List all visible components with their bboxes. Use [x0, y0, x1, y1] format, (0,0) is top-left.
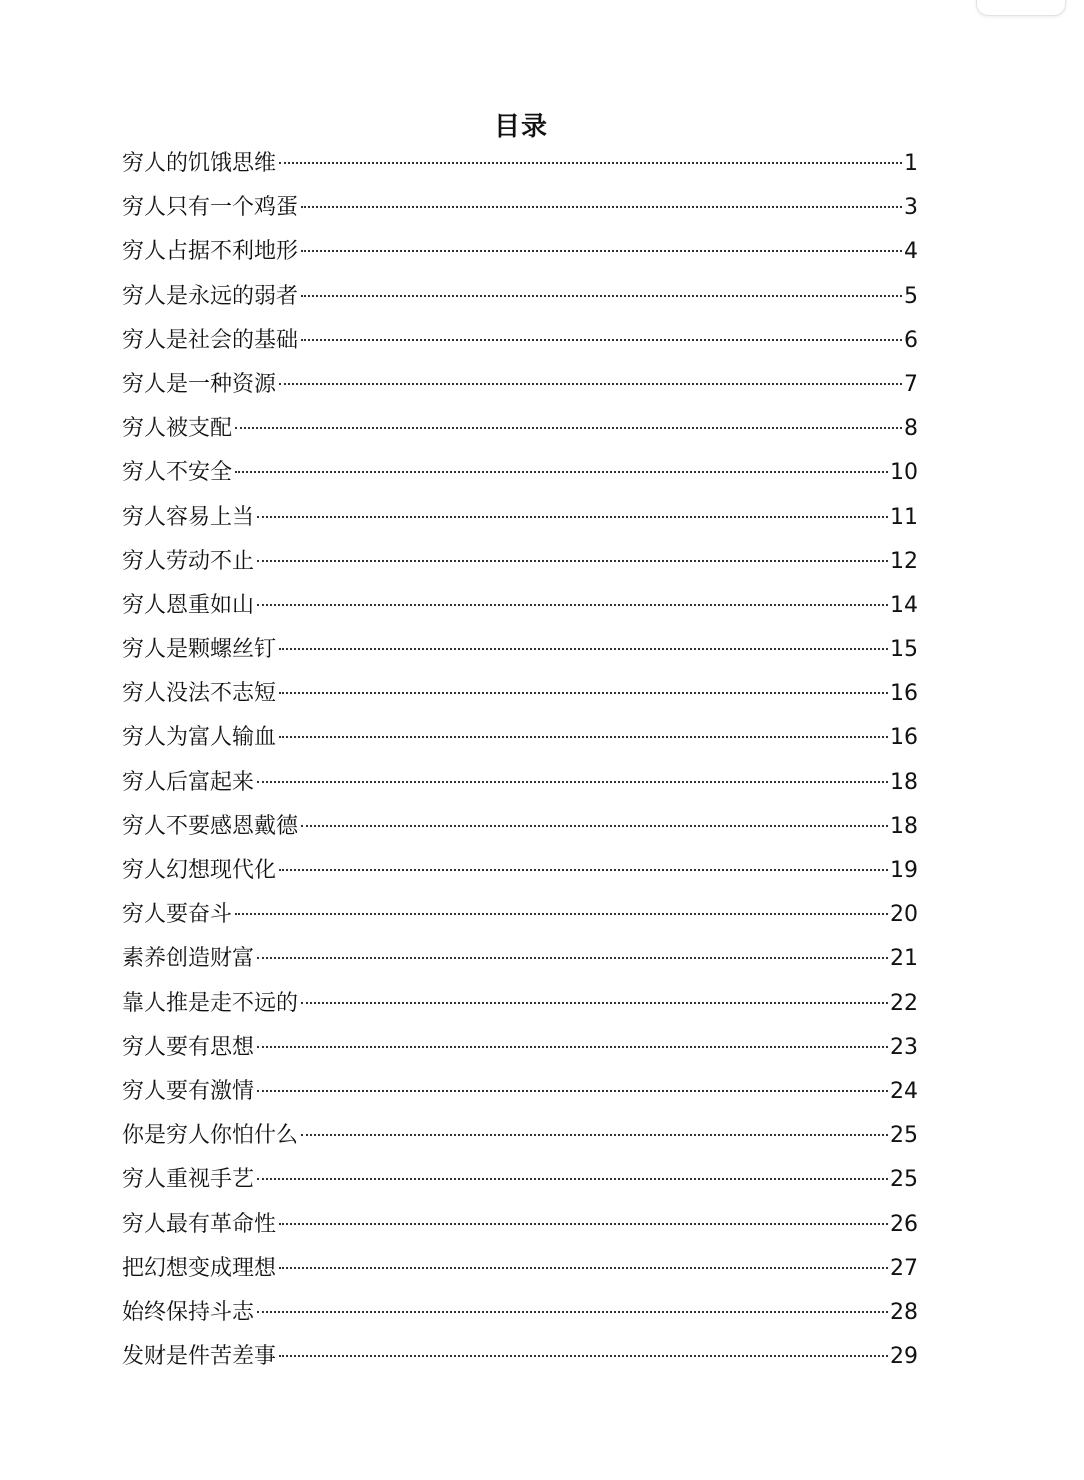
toc-entry-page: 6 — [904, 327, 918, 353]
toc-entry[interactable] — [122, 849, 918, 893]
toc-entry-page: 20 — [890, 902, 918, 928]
toc-entry-page: 1 — [904, 151, 918, 176]
toc-leader — [301, 1134, 888, 1136]
toc-leader — [257, 1178, 888, 1180]
toc-leader — [301, 250, 902, 252]
toc-entry-title: 始终保持斗志 — [122, 1299, 255, 1325]
toc-entry[interactable] — [122, 1070, 918, 1114]
toc-entry[interactable] — [122, 363, 918, 407]
toc-leader — [279, 1223, 888, 1225]
toc-entry-page: 18 — [890, 813, 918, 839]
toc-entry-title: 穷人幻想现代化 — [122, 858, 277, 883]
toc-entry[interactable] — [122, 1291, 918, 1335]
toc-entry[interactable] — [122, 761, 918, 805]
toc-leader — [279, 692, 888, 694]
toc-leader — [257, 604, 888, 606]
toc-leader — [301, 206, 902, 208]
toc-entry-page: 26 — [890, 1211, 918, 1237]
toc-leader — [301, 825, 888, 827]
toc-entry-title: 穷人没法不志短 — [122, 681, 277, 707]
toc-entry-page: 28 — [890, 1299, 918, 1325]
toc-entry-page: 5 — [904, 283, 918, 309]
toc-entry[interactable] — [122, 496, 918, 540]
toc-entry-title: 穷人要有思想 — [122, 1034, 255, 1060]
toc-leader — [279, 162, 902, 164]
toc-entry-page: 10 — [890, 460, 918, 486]
toc-entry-title: 穷人容易上当 — [122, 504, 255, 530]
toc-entry[interactable] — [122, 893, 918, 937]
toc-leader — [301, 1002, 888, 1004]
toc-entry[interactable] — [122, 1026, 918, 1070]
toc-entry-page: 18 — [890, 769, 918, 795]
toc-entry[interactable] — [122, 319, 918, 363]
toc-entry-page: 25 — [890, 1167, 918, 1193]
toc-entry-title: 穷人不安全 — [122, 460, 233, 486]
toc-entry-page: 4 — [904, 239, 918, 265]
toc-entry-title: 穷人占据不利地形 — [122, 239, 299, 265]
toc-entry-title: 穷人要有激情 — [122, 1078, 255, 1104]
toc-entry-page: 16 — [890, 725, 918, 751]
toc-entry-page: 15 — [890, 637, 918, 663]
toc-entry[interactable] — [122, 186, 918, 230]
toc-entry-title: 穷人为富人输血 — [122, 725, 277, 751]
toc-entry[interactable] — [122, 584, 918, 628]
toc-entry-title: 穷人重视手艺 — [122, 1167, 255, 1193]
toc-entry-page: 3 — [904, 195, 918, 221]
corner-tab[interactable] — [976, 0, 1066, 16]
toc-entry[interactable] — [122, 451, 918, 495]
toc-leader — [279, 648, 888, 650]
toc-leader — [257, 560, 888, 562]
toc-entry-page: 27 — [890, 1255, 918, 1281]
toc-leader — [235, 913, 888, 915]
toc-entry[interactable] — [122, 1203, 918, 1247]
toc-entry-page: 22 — [890, 990, 918, 1016]
toc-leader — [279, 1267, 888, 1269]
toc-entry-title: 穷人最有革命性 — [122, 1211, 277, 1237]
toc-leader — [279, 1355, 888, 1357]
toc-entry-page: 11 — [890, 504, 918, 530]
toc-entry-page: 24 — [890, 1078, 918, 1104]
toc-entry-title: 穷人要奋斗 — [122, 902, 233, 928]
toc-leader — [257, 1046, 888, 1048]
toc-leader — [279, 736, 888, 738]
toc-entry-title: 你是穷人你怕什么 — [122, 1123, 299, 1149]
toc-entry-title: 穷人恩重如山 — [122, 592, 255, 618]
toc-entry-page: 12 — [890, 548, 918, 574]
toc-entry-title: 把幻想变成理想 — [122, 1255, 277, 1281]
toc-leader — [279, 383, 902, 385]
toc-entry-title: 穷人劳动不止 — [122, 548, 255, 574]
toc-entry-title: 穷人只有一个鸡蛋 — [122, 195, 299, 221]
toc-leader — [279, 869, 888, 871]
toc-entry[interactable] — [122, 982, 918, 1026]
toc-leader — [257, 957, 888, 959]
toc-leader — [257, 516, 888, 518]
toc-entry[interactable] — [122, 540, 918, 584]
toc-entry-page: 29 — [890, 1344, 918, 1370]
toc-entry-page: 8 — [904, 416, 918, 442]
toc-entry-title: 穷人被支配 — [122, 416, 233, 442]
toc-entry[interactable] — [122, 805, 918, 849]
toc-leader — [257, 1311, 888, 1313]
toc-entry[interactable] — [122, 230, 918, 274]
toc-entry-title: 穷人是一种资源 — [122, 371, 277, 397]
toc-entry-title: 穷人不要感恩戴德 — [122, 813, 299, 839]
page-title: 目录 — [493, 112, 548, 143]
toc-entry[interactable] — [122, 628, 918, 672]
toc-entry[interactable] — [122, 672, 918, 716]
toc-entry-title: 穷人是永远的弱者 — [122, 283, 299, 309]
toc-entry-page: 16 — [890, 681, 918, 707]
toc-entry-title: 穷人后富起来 — [122, 769, 255, 795]
toc-entry[interactable] — [122, 1114, 918, 1158]
toc-entry-page: 7 — [904, 371, 918, 397]
toc-entry-title: 素养创造财富 — [122, 946, 255, 972]
toc-entry-title: 靠人推是走不远的 — [122, 990, 299, 1016]
toc-entry-title: 穷人是社会的基础 — [122, 327, 299, 353]
toc-leader — [235, 427, 902, 429]
toc-entry[interactable] — [122, 716, 918, 760]
toc-entry[interactable] — [122, 1158, 918, 1202]
toc-entry-page: 23 — [890, 1034, 918, 1060]
toc-leader — [301, 295, 902, 297]
toc-entry-page: 19 — [890, 858, 918, 883]
toc-leader — [235, 471, 888, 473]
toc-entry-page: 21 — [890, 946, 918, 972]
toc-entry-page: 14 — [890, 592, 918, 618]
toc-entry[interactable] — [122, 1247, 918, 1291]
toc-entry[interactable] — [122, 142, 918, 186]
toc-entry[interactable] — [122, 407, 918, 451]
toc-entry[interactable] — [122, 275, 918, 319]
toc-entry-title: 穷人的饥饿思维 — [122, 151, 277, 176]
toc-entry[interactable] — [122, 1335, 918, 1379]
toc-entry-page: 25 — [890, 1123, 918, 1149]
toc-leader — [257, 781, 888, 783]
toc-list — [122, 142, 918, 1379]
toc-leader — [301, 339, 902, 341]
toc-entry[interactable] — [122, 937, 918, 981]
toc-leader — [257, 1090, 888, 1092]
toc-entry-title: 发财是件苦差事 — [122, 1344, 277, 1370]
toc-entry-title: 穷人是颗螺丝钉 — [122, 637, 277, 663]
